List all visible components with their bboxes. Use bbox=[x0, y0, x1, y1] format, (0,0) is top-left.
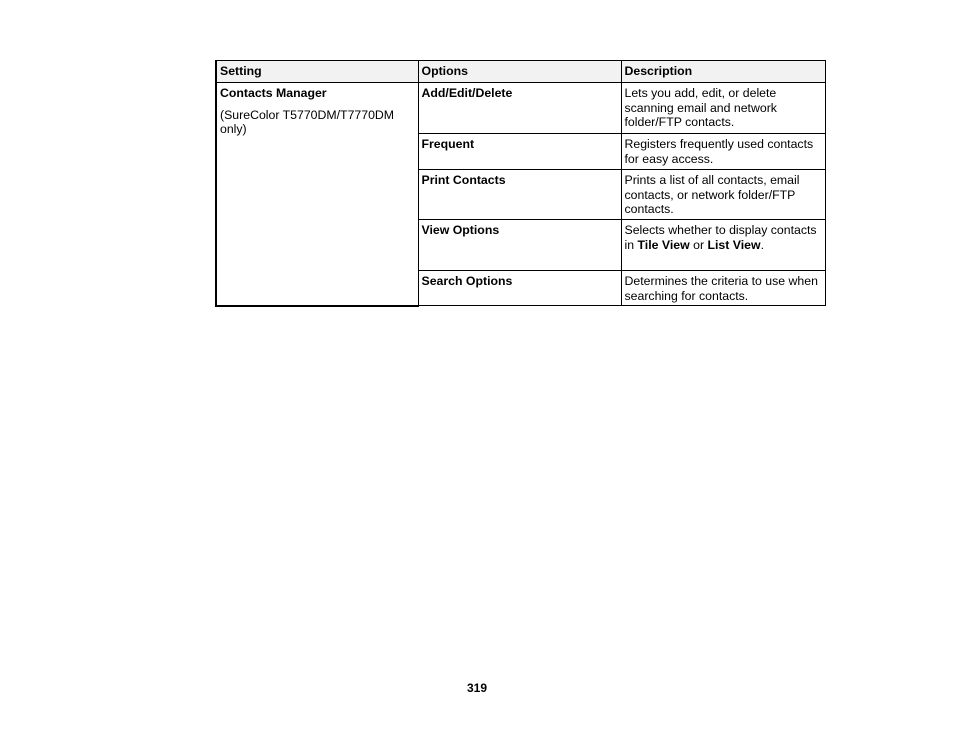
tile-view-term: Tile View bbox=[637, 237, 690, 252]
setting-name: Contacts Manager bbox=[220, 86, 327, 100]
description-frequent: Registers frequently used contacts for easy access. bbox=[621, 134, 825, 170]
description-text: Selects whether to display contacts in bbox=[624, 223, 817, 252]
option-view-options: View Options bbox=[418, 220, 621, 271]
description-text: . bbox=[760, 237, 764, 252]
description-add-edit-delete: Lets you add, edit, or delete scanning email and network folder/FTP contacts. bbox=[621, 83, 825, 134]
setting-note: (SureColor T5770DM/T7770DM only) bbox=[220, 107, 395, 136]
list-view-term: List View bbox=[707, 237, 761, 252]
description-print-contacts: Prints a list of all contacts, email contacts, or network folder/FTP contacts. bbox=[621, 170, 825, 220]
page-number: 319 bbox=[466, 681, 488, 695]
header-description: Description bbox=[621, 61, 825, 83]
option-add-edit-delete: Add/Edit/Delete bbox=[418, 83, 621, 134]
header-setting: Setting bbox=[216, 61, 418, 83]
description-search-options: Determines the criteria to use when searching for contacts. bbox=[621, 271, 825, 306]
setting-cell bbox=[216, 83, 418, 306]
option-print-contacts: Print Contacts bbox=[418, 170, 621, 220]
header-options: Options bbox=[418, 61, 621, 83]
table-row bbox=[216, 83, 825, 134]
settings-table bbox=[215, 60, 826, 307]
option-frequent: Frequent bbox=[418, 134, 621, 170]
option-search-options: Search Options bbox=[418, 271, 621, 306]
description-view-options bbox=[621, 220, 825, 271]
description-text: or bbox=[689, 237, 708, 252]
table-header-row bbox=[216, 61, 825, 83]
